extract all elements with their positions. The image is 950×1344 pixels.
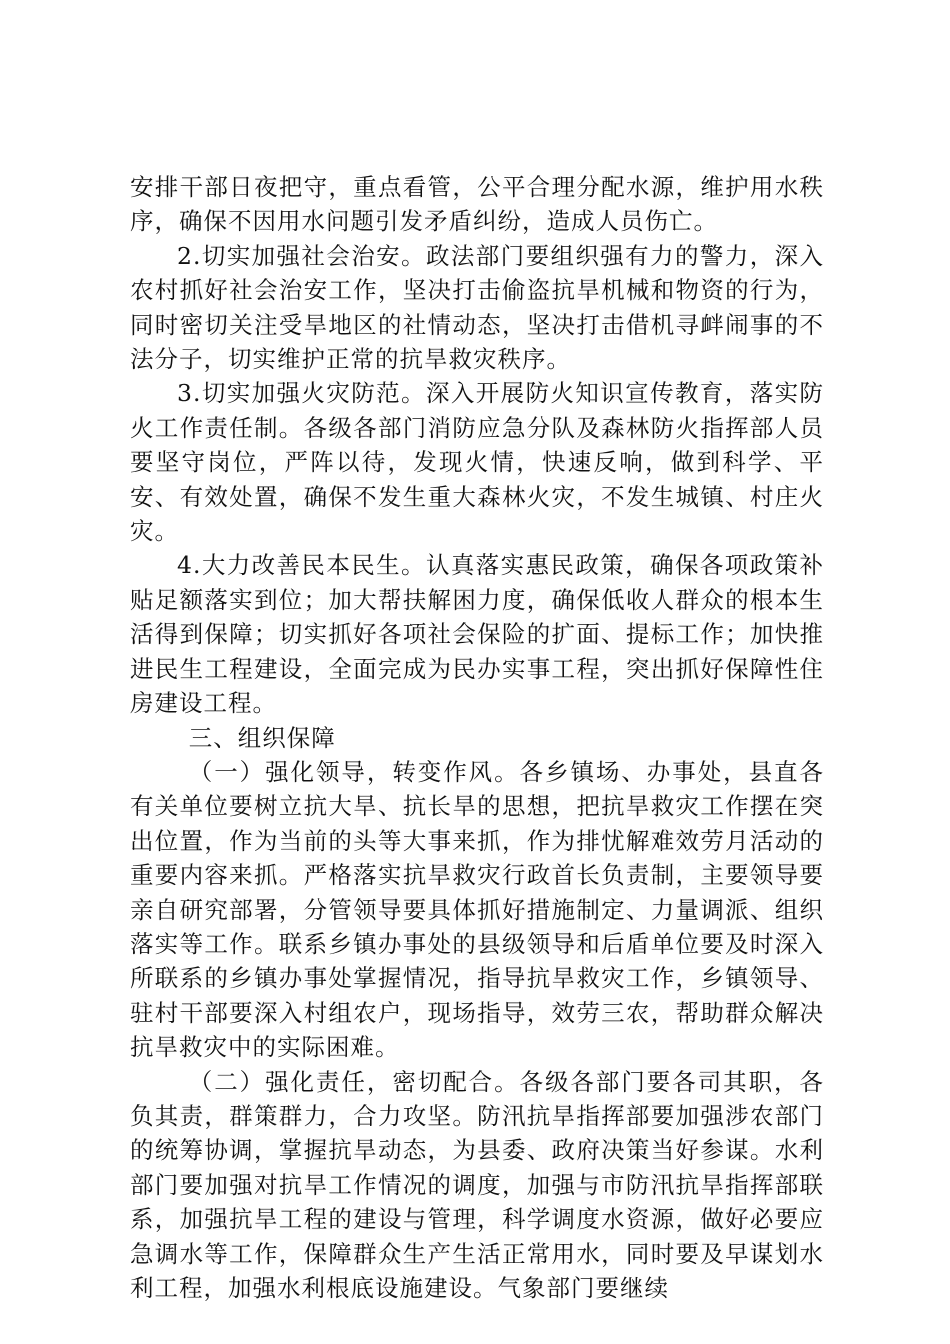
- paragraph-livelihood: 4.大力改善民本民生。认真落实惠民政策，确保各项政策补贴足额落实到位；加大帮扶解困力度，确保低收人群众的根本生活得到保障；切实抓好各项社会保险的扩面、提标工作；加快推进民生工程建设，全面完成为民办实事工程，突出抓好保障性住房建设工程。: [130, 551, 824, 718]
- paragraph-responsibility: （二）强化责任，密切配合。各级各部门要各司其职，各负其责，群策群力，合力攻坚。防汛抗旱指挥部要加强涉农部门的统筹协调，掌握抗旱动态，为县委、政府决策当好参谋。水利部门要加强对抗旱工作情况的调度，加强与市防汛抗旱指挥部联系，加强抗旱工程的建设与管理，科学调度水资源，做好必要应急调水等工作，保障群众生产生活正常用水，同时要及早谋划水利工程，加强水利根底设施建设。气象部门要继续: [130, 1067, 824, 1302]
- paragraph-water-guard: 安排干部日夜把守，重点看管，公平合理分配水源，维护用水秩序，确保不因用水问题引发矛盾纠纷，造成人员伤亡。: [130, 173, 824, 236]
- paragraph-leadership: （一）强化领导，转变作风。各乡镇场、办事处，县直各有关单位要树立抗大旱、抗长旱的思想，把抗旱救灾工作摆在突出位置，作为当前的头等大事来抓，作为排忧解难效劳月活动的重要内容来抓。严格落实抗旱救灾行政首长负责制，主要领导要亲自研究部署，分管领导要具体抓好措施制定、力量调派、组织落实等工作。联系乡镇办事处的县级领导和后盾单位要及时深入所联系的乡镇办事处掌握情况，指导抗旱救灾工作，乡镇领导、驻村干部要深入村组农户，现场指导，效劳三农，帮助群众解决抗旱救灾中的实际困难。: [130, 757, 824, 1062]
- document-page: [130, 170, 824, 1305]
- section-heading-organizational-support: 三、组织保障: [188, 723, 336, 752]
- paragraph-fire-prevention: 3.切实加强火灾防范。深入开展防火知识宣传教育，落实防火工作责任制。各级各部门消防应急分队及森林防火指挥部人员要坚守岗位，严阵以待，发现火情，快速反响，做到科学、平安、有效处置，确保不发生重大森林火灾，不发生城镇、村庄火灾。: [130, 379, 824, 546]
- paragraph-social-security: 2.切实加强社会治安。政法部门要组织强有力的警力，深入农村抓好社会治安工作，坚决打击偷盗抗旱机械和物资的行为，同时密切关注受旱地区的社情动态，坚决打击借机寻衅闹事的不法分子，切实维护正常的抗旱救灾秩序。: [130, 241, 824, 374]
